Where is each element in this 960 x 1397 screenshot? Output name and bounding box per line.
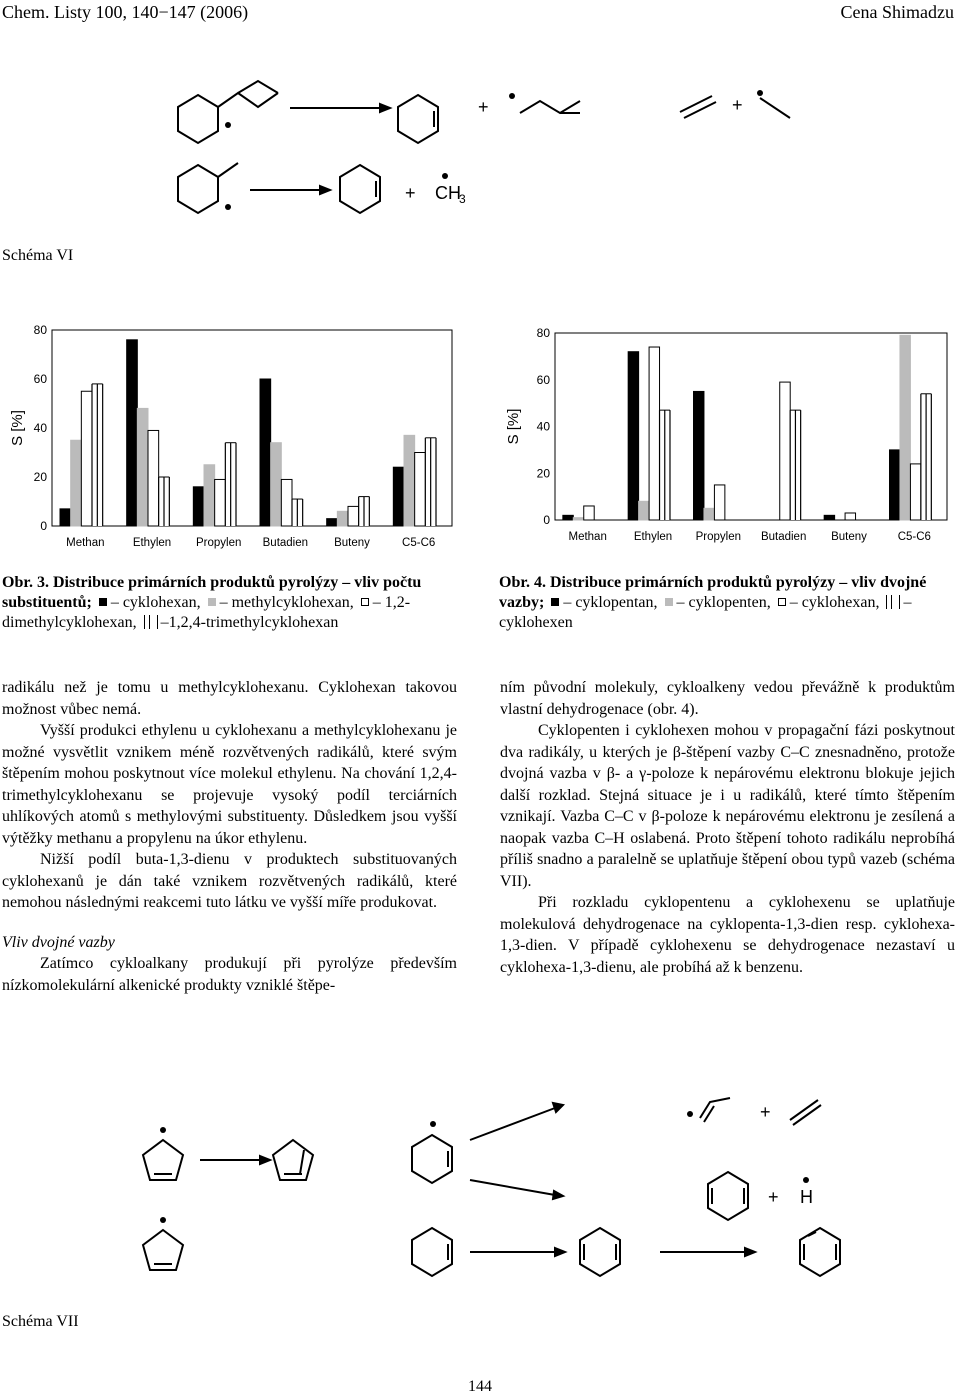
- bar: [204, 465, 215, 526]
- bar: [127, 340, 138, 526]
- bar: [824, 515, 834, 520]
- bar: [348, 506, 359, 526]
- x-category-label: Buteny: [334, 537, 370, 549]
- bar: [271, 443, 282, 526]
- scheme-vii-plus-1: +: [760, 1102, 771, 1122]
- bar: [694, 391, 704, 520]
- bar: [148, 430, 159, 526]
- fig4-caption: [499, 573, 954, 633]
- x-category-label: Ethylen: [132, 537, 172, 549]
- x-category-label: Methan: [66, 537, 105, 549]
- x-category-label: Buteny: [831, 531, 867, 543]
- left-paragraph-3: Nižší podíl buta-1,3-dienu v produktech substituovaných cyklohexanů je dán také vznikem rozvětvených radikálů, které nemohou následnými reakcemi tuto látku ve vyšší míře produkovat.: [2, 851, 457, 911]
- bar: [415, 453, 426, 527]
- y-tick-label: 60: [536, 372, 550, 387]
- fig4-legend-1: – cyklopentan,: [563, 594, 658, 611]
- bar: [890, 450, 900, 520]
- methyl-label: CH: [435, 183, 461, 203]
- bar: [714, 485, 724, 520]
- bar: [584, 506, 594, 520]
- bar: [215, 479, 226, 526]
- bar: [563, 515, 573, 520]
- scheme-vii-plus-2: +: [768, 1187, 779, 1207]
- y-tick-label: 40: [536, 419, 550, 434]
- bar: [92, 384, 103, 526]
- bar: [780, 382, 790, 520]
- x-category-label: Methan: [568, 531, 607, 543]
- bar: [900, 335, 910, 520]
- legend-black-square: [551, 598, 559, 606]
- x-category-label: C5-C6: [402, 537, 436, 549]
- bar: [281, 479, 292, 526]
- bar: [704, 508, 714, 520]
- y-tick-label: 20: [33, 470, 47, 484]
- bar: [921, 394, 931, 520]
- bar: [660, 410, 670, 520]
- bar: [159, 477, 170, 526]
- scheme-vi-label: Schéma VI: [2, 247, 74, 264]
- bar: [628, 352, 638, 520]
- scheme-vii-diagram: [0, 1090, 960, 1300]
- legend-white-square: [778, 598, 786, 606]
- legend-striped-icon: [144, 615, 158, 629]
- page-number: 144: [468, 1378, 492, 1395]
- scheme-vii-label: Schéma VII: [2, 1313, 79, 1330]
- chart-fig4: [490, 318, 960, 558]
- fig4-legend-2: – cyklopenten,: [676, 594, 771, 611]
- y-tick-label: 20: [536, 466, 550, 481]
- right-paragraph-3: Při rozkladu cyklopentenu a cyklohexenu se uplatňuje molekulová dehydrogenace na cyklopenta-1,3-dien resp. cyklohexa-1,3-dien. V případě cyklohexenu se dehydrogenace nezastaví u cyklohexa-1,3-dienu, ale probíhá až k benzenu.: [500, 894, 955, 976]
- legend-striped-icon: [886, 595, 900, 609]
- left-paragraph-4: Zatímco cykloalkany produkují při pyrolýze především nízkomolekulární alkenické produkty vzniklé štěpe-: [2, 955, 457, 994]
- y-tick-label: 60: [33, 372, 47, 386]
- methyl-subscript: 3: [459, 192, 466, 206]
- bar: [225, 443, 236, 526]
- legend-gray-square: [665, 598, 673, 606]
- legend-gray-square: [208, 598, 216, 606]
- left-column: [2, 677, 457, 996]
- legend-black-square: [99, 598, 107, 606]
- bar: [60, 509, 71, 526]
- x-category-label: Butadien: [262, 537, 309, 549]
- bar: [639, 501, 649, 520]
- x-category-label: Butadien: [760, 531, 807, 543]
- fig4-caption-title: Obr. 4. Distribuce primárních produktů pyrolýzy – vliv dvojné vazby;: [499, 574, 927, 611]
- y-tick-label: 80: [33, 323, 47, 337]
- fig4-legend-4: – cyklohexen: [499, 594, 912, 631]
- bar: [337, 511, 348, 526]
- scheme-vi-diagram: [0, 70, 960, 230]
- x-category-label: Propylen: [195, 537, 242, 549]
- plot-frame: [52, 330, 452, 526]
- fig3-legend-3: – 1,2-dimethylcyklohexan,: [2, 594, 411, 631]
- bar: [649, 347, 659, 520]
- bar: [81, 391, 92, 526]
- plot-frame: [555, 333, 947, 520]
- y-tick-label: 0: [543, 513, 550, 527]
- y-tick-label: 0: [40, 519, 47, 533]
- bar: [71, 440, 82, 526]
- y-tick-label: 40: [33, 421, 47, 435]
- fig4-legend-3: – cyklohexan,: [789, 594, 880, 611]
- bar: [327, 519, 338, 526]
- bar: [193, 487, 204, 526]
- bar: [260, 379, 271, 526]
- y-tick-label: 80: [536, 326, 550, 340]
- bar: [573, 518, 583, 520]
- chart-fig3: [0, 318, 460, 558]
- y-axis-label: S [%]: [9, 410, 26, 446]
- bar: [910, 464, 920, 520]
- bar: [404, 435, 415, 526]
- left-paragraph-1: radikálu než je tomu u methylcyklohexanu. Cyklohexan takovou možnost vůbec nemá.: [2, 679, 457, 718]
- x-category-label: Ethylen: [633, 531, 673, 543]
- bar: [790, 410, 800, 520]
- hydrogen-label: H: [800, 1187, 813, 1207]
- bar: [425, 438, 436, 526]
- right-paragraph-2: Cyklopenten i cyklohexen mohou v propagační fázi poskytnout dva radikály, u kterých je β-štěpení vazby C–C znesnadněno, protože dvojná vazba v β- a γ-poloze k nepárovému elektronu blokuje jejich další rozklad. Stejná situace je i u radikálů, které tímto štěpením vznikají. Vazba C–C v β-poloze k nepárovému elektronu je zesílená a naopak vazba C–H oslabená. Proto štěpení tohoto radikálu neprobíhá příliš snadno a paralelně se uplatňuje štěpení obou typů vazeb (schéma VII).: [500, 722, 955, 890]
- legend-white-square: [361, 598, 369, 606]
- bar: [292, 499, 303, 526]
- bar: [359, 497, 370, 526]
- bar: [137, 408, 148, 526]
- journal-header: Chem. Listy 100, 140−147 (2006): [2, 2, 249, 22]
- fig3-legend-4: –1,2,4-trimethylcyklohexan: [160, 614, 339, 631]
- x-category-label: C5-C6: [897, 531, 931, 543]
- fig3-legend-1: – cyklohexan,: [110, 594, 201, 611]
- left-paragraph-2: Vyšší produkci ethylenu u cyklohexanu a methylcyklohexanu je možné vysvětlit vznikem méně rozvětvených radikálů, které svým štěpením mohou poskytnout více molekul ethylenu. Na chování 1,2,4-trimethylcyklohexanu se projevuje vysoký podíl terciárních uhlíkových atomů s methylovými substituenty. Důsledkem jsou vyšší výtěžky methanu a propylenu na úkor ethylenu.: [2, 722, 457, 847]
- scheme-vi-plus-2: +: [732, 95, 743, 115]
- y-axis-label: S [%]: [505, 408, 522, 445]
- bar: [845, 513, 855, 520]
- x-category-label: Propylen: [695, 531, 742, 543]
- scheme-vi-plus-3: +: [405, 183, 416, 203]
- right-paragraph-1: ním původní molekuly, cykloalkeny vedou převážně k produktům vlastní dehydrogenace (obr. 4).: [500, 679, 955, 718]
- fig3-legend-2: – methylcyklohexan,: [219, 594, 354, 611]
- fig3-caption-title: Obr. 3. Distribuce primárních produktů pyrolýzy – vliv počtu substituentů;: [2, 574, 422, 611]
- right-column: [500, 677, 955, 978]
- fig3-caption: [2, 573, 457, 633]
- scheme-vi-plus-1: +: [478, 97, 489, 117]
- bar: [393, 467, 404, 526]
- award-header: Cena Shimadzu: [840, 2, 954, 22]
- section-heading: Vliv dvojné vazby: [2, 933, 115, 951]
